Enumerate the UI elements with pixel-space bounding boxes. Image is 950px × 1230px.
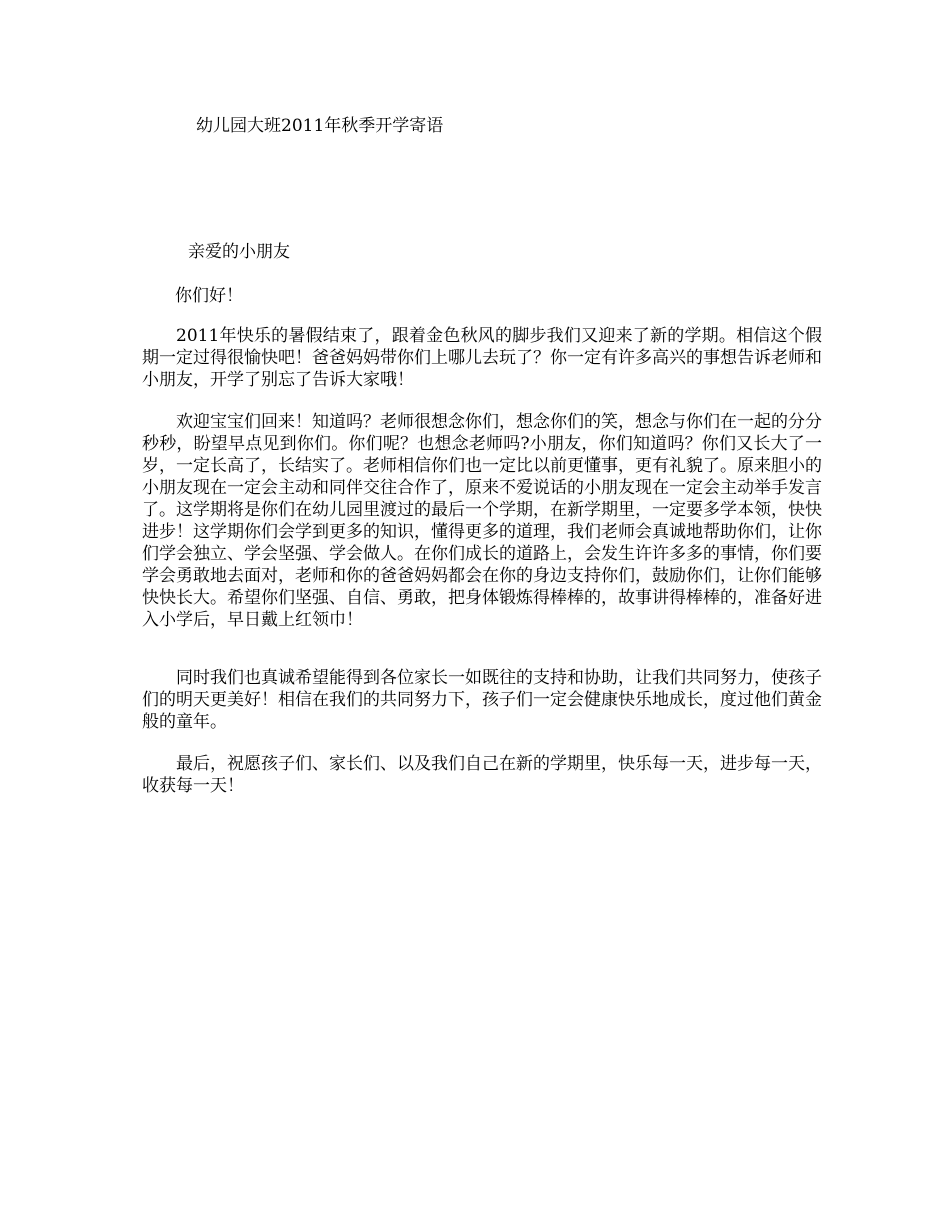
document-title: 幼儿园大班2011年秋季开学寄语 <box>196 116 444 136</box>
greeting: 你们好！ <box>175 286 243 306</box>
salutation: 亲爱的小朋友 <box>188 242 290 262</box>
paragraph-4: 最后，祝愿孩子们、家长们、以及我们自己在新的学期里，快乐每一天，进步每一天，收获每一天！ <box>142 754 822 796</box>
paragraph-1: 2011年快乐的暑假结束了，跟着金色秋风的脚步我们又迎来了新的学期。相信这个假期一定过得很愉快吧！爸爸妈妈带你们上哪儿去玩了？你一定有许多高兴的事想告诉老师和小朋友，开学了别忘了告诉大家哦！ <box>142 326 822 390</box>
paragraph-2: 欢迎宝宝们回来！知道吗？老师很想念你们，想念你们的笑，想念与你们在一起的分分秒秒，盼望早点见到你们。你们呢？也想念老师吗?小朋友，你们知道吗？你们又长大了一岁，一定长高了，长结实了。老师相信你们也一定比以前更懂事，更有礼貌了。原来胆小的小朋友现在一定会主动和同伴交往合作了，原来不爱说话的小朋友现在一定会主动举手发言了。这学期将是你们在幼儿园里渡过的最后一个学期，在新学期里，一定要多学本领，快快进步！这学期你们会学到更多的知识，懂得更多的道理，我们老师会真诚地帮助你们，让你们学会独立、学会坚强、学会做人。在你们成长的道路上，会发生许许多多的事情，你们要学会勇敢地去面对，老师和你的爸爸妈妈都会在你的身边支持你们，鼓励你们，让你们能够快快长大。希望你们坚强、自信、勇敢，把身体锻炼得棒棒的，故事讲得棒棒的，准备好进入小学后，早日戴上红领巾！ <box>142 412 822 630</box>
paragraph-3: 同时我们也真诚希望能得到各位家长一如既往的支持和协助，让我们共同努力，使孩子们的明天更美好！相信在我们的共同努力下，孩子们一定会健康快乐地成长，度过他们黄金般的童年。 <box>142 668 822 732</box>
